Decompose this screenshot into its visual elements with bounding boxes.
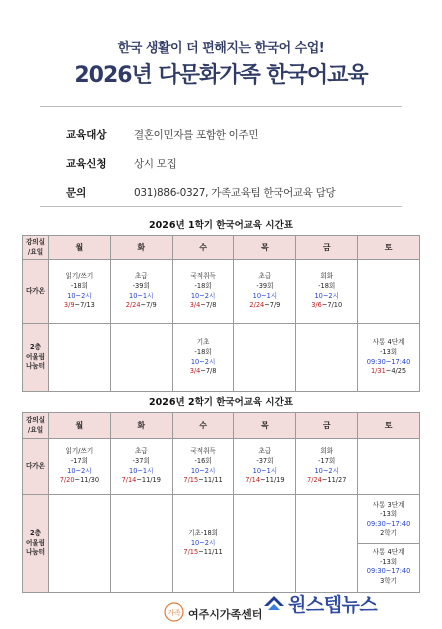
table1-schedule (22, 235, 420, 392)
footer-org-name: 여주시가족센터 (188, 608, 263, 621)
table2-schedule (22, 412, 420, 593)
empty-cell (110, 495, 172, 593)
info-label: 문의 (66, 187, 87, 199)
info-row-target (66, 120, 406, 149)
class-cell: 국적취득 -18회 10~2시 3/4~7/8 (172, 260, 234, 324)
info-row-apply (66, 149, 406, 178)
day-header: 목 (234, 413, 296, 439)
info-section (66, 120, 406, 207)
day-header: 화 (110, 236, 172, 260)
class-cell: 국적취득 -16회 10~2시 7/15~11/11 (172, 439, 234, 495)
cell-divider (358, 543, 419, 544)
class-cell: 읽기/쓰기 -18회 10~2시 3/9~7/13 (49, 260, 111, 324)
empty-cell (49, 495, 111, 593)
room-label: 다가온 (23, 439, 49, 495)
day-header: 수 (172, 236, 234, 260)
class-cell: 초급 -39회 10~1시 2/24~7/9 (234, 260, 296, 324)
class-cell: 읽기/쓰기 -17회 10~2시 7/20~11/30 (49, 439, 111, 495)
table-row (23, 260, 420, 324)
empty-cell (234, 495, 296, 593)
info-label: 교육신청 (66, 158, 107, 170)
day-header: 수 (172, 413, 234, 439)
info-row-contact (66, 178, 406, 207)
main-title: 2026년 다문화가족 한국어교육 (74, 63, 368, 88)
table1-title: 2026년 1학기 한국어교육 시간표 (149, 220, 293, 231)
info-value: 상시 모집 (134, 158, 177, 170)
class-cell: 회화 -17회 10~2시 7/24~11/27 (296, 439, 358, 495)
empty-cell (358, 439, 420, 495)
table1-header-row (23, 236, 420, 260)
day-header: 화 (110, 413, 172, 439)
table2-header-row (23, 413, 420, 439)
table-row (23, 439, 420, 495)
sat-class-1: 사통 3단계 -13회 09:30~17:40 2학기 (366, 500, 411, 538)
day-header: 금 (296, 413, 358, 439)
logo-mark: 가족 (167, 609, 181, 617)
table2-title: 2026년 2학기 한국어교육 시간표 (149, 397, 293, 408)
table-row (23, 495, 420, 593)
empty-cell (296, 324, 358, 392)
empty-cell (110, 324, 172, 392)
day-header: 토 (358, 236, 420, 260)
class-cell (358, 495, 420, 593)
sat-class-2: 사통 4단계 -13회 09:30~17:40 3학기 (366, 548, 411, 585)
class-cell: 기초 -18회 10~2시 3/4~7/8 (172, 324, 234, 392)
empty-cell (296, 495, 358, 593)
news-logo-icon (262, 592, 286, 614)
empty-cell (234, 324, 296, 392)
table-row (23, 324, 420, 392)
empty-cell (358, 260, 420, 324)
class-cell: 초급 -39회 10~1시 2/24~7/9 (110, 260, 172, 324)
day-header: 금 (296, 236, 358, 260)
room-label: 2층 어울림 나눔터 (23, 324, 49, 392)
divider-top (40, 106, 402, 107)
day-header: 월 (49, 236, 111, 260)
class-cell: 기초-18회 10~2시 7/15~11/11 (172, 495, 234, 593)
info-label: 교육대상 (66, 129, 107, 141)
empty-cell (49, 324, 111, 392)
day-header: 토 (358, 413, 420, 439)
family-center-logo-icon (164, 602, 184, 622)
room-label: 다가온 (23, 260, 49, 324)
subtitle: 한국 생활이 더 편해지는 한국어 수업! (117, 41, 325, 56)
info-value: 결혼이민자를 포함한 이주민 (134, 129, 259, 141)
day-header: 목 (234, 236, 296, 260)
divider-info (40, 206, 402, 207)
class-cell: 초급 -37회 10~1시 7/14~11/19 (234, 439, 296, 495)
day-header: 월 (49, 413, 111, 439)
class-cell: 사통 4단계 -13회 09:30~17:40 1/31~4/25 (358, 324, 420, 392)
info-value: 031)886-0327, 가족교육팀 한국어교육 담당 (134, 187, 336, 199)
news-watermark: 원스텝뉴스 (288, 594, 378, 616)
room-label: 2층 어울림 나눔터 (23, 495, 49, 593)
table2-corner: 강의실 /요일 (23, 413, 49, 439)
table1-corner: 강의실 /요일 (23, 236, 49, 260)
class-cell: 초급 -37회 10~1시 7/14~11/19 (110, 439, 172, 495)
class-cell: 회화 -18회 10~2시 3/6~7/10 (296, 260, 358, 324)
